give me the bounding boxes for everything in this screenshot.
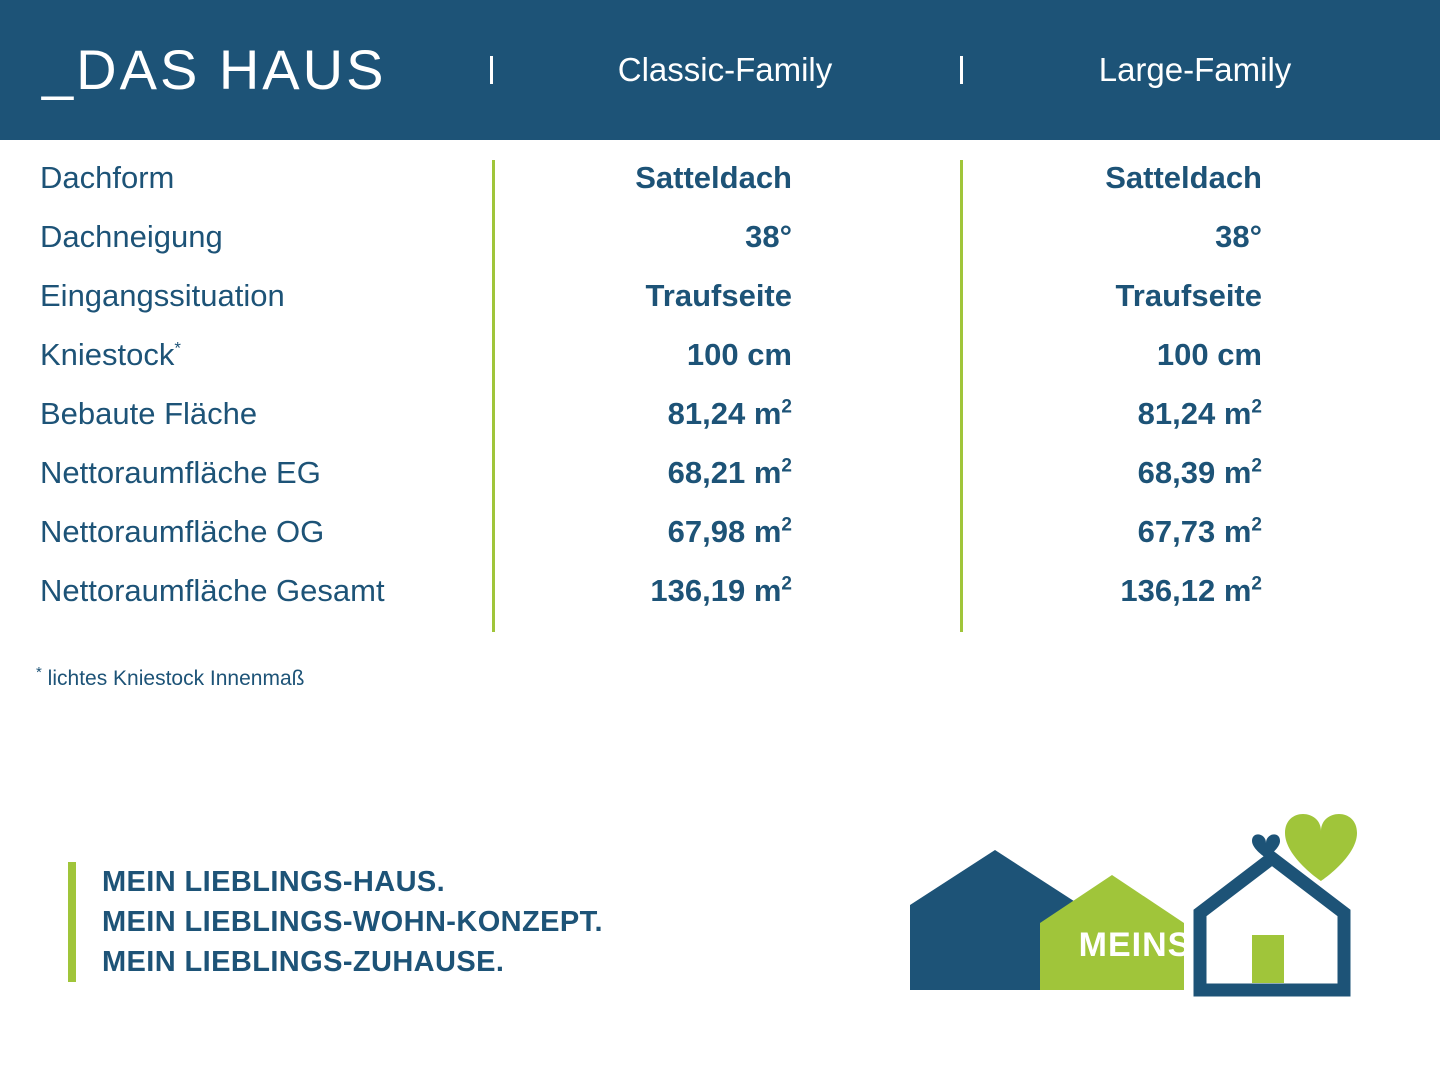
row-value-classic	[490, 219, 960, 255]
row-label	[0, 160, 490, 196]
table-row	[0, 573, 1440, 632]
row-label	[0, 278, 490, 314]
row-value-classic	[490, 337, 960, 373]
spec-table	[0, 160, 1440, 632]
row-value-classic	[490, 455, 960, 491]
table-row	[0, 219, 1440, 278]
row-label-text: Kniestock	[40, 337, 175, 372]
row-value-large	[960, 160, 1430, 196]
row-value-classic-sup: 2	[781, 455, 792, 477]
row-value-classic-text: 136,19 m	[650, 573, 782, 608]
column-header-large-family: Large-Family	[960, 51, 1430, 89]
row-label-text: Nettoraumfläche Gesamt	[40, 573, 385, 608]
table-row	[0, 396, 1440, 455]
slogan-line-1: MEIN LIEBLINGS-HAUS.	[102, 866, 446, 898]
row-value-large	[960, 573, 1430, 609]
slogan-line-3: MEIN LIEBLINGS-ZUHAUSE.	[102, 946, 505, 979]
header-band	[0, 0, 1440, 140]
row-label-text: Eingangssituation	[40, 278, 285, 313]
row-label	[0, 219, 490, 255]
row-value-classic-text: 81,24 m	[667, 396, 782, 431]
row-value-classic-text: 38°	[745, 219, 792, 254]
footnote-marker: *	[36, 664, 42, 681]
row-value-large	[960, 278, 1430, 314]
row-value-large	[960, 396, 1430, 432]
row-label	[0, 455, 490, 491]
row-value-large-sup: 2	[1251, 573, 1262, 595]
row-value-large-text: 68,39 m	[1137, 455, 1252, 490]
row-label	[0, 337, 490, 373]
row-value-large-sup: 2	[1251, 455, 1262, 477]
table-row	[0, 337, 1440, 396]
row-label	[0, 514, 490, 550]
row-value-large	[960, 337, 1430, 373]
window-shape	[1252, 935, 1284, 983]
row-value-classic-sup: 2	[781, 573, 792, 595]
row-value-large-text: 100 cm	[1156, 337, 1262, 372]
page-title: _DAS HAUS	[42, 38, 387, 101]
row-label-text: Nettoraumfläche OG	[40, 514, 325, 549]
footnote-text: lichtes Kniestock Innenmaß	[41, 667, 305, 690]
row-value-classic-text: 68,21 m	[667, 455, 782, 490]
row-value-large-text: 136,12 m	[1120, 573, 1252, 608]
row-value-large	[960, 514, 1430, 550]
row-label-sup: *	[174, 338, 182, 358]
row-value-classic	[490, 278, 960, 314]
row-value-large-text: Traufseite	[1115, 278, 1262, 313]
row-value-large-text: 81,24 m	[1137, 396, 1252, 431]
column-header-classic-family: Classic-Family	[490, 51, 960, 89]
row-value-classic	[490, 573, 960, 609]
row-value-classic-text: Traufseite	[645, 278, 792, 313]
slogan-line-2: MEIN LIEBLINGS-WOHN-KONZEPT.	[102, 906, 603, 939]
row-value-classic-text: 67,98 m	[667, 514, 782, 549]
row-value-classic	[490, 514, 960, 550]
slogan-block	[68, 862, 603, 982]
row-value-large-sup: 2	[1251, 396, 1262, 418]
table-row	[0, 514, 1440, 573]
row-value-large	[960, 219, 1430, 255]
row-label-text: Nettoraumfläche EG	[40, 455, 321, 490]
table-row	[0, 455, 1440, 514]
row-label-text: Dachneigung	[40, 219, 223, 254]
row-value-classic-sup: 2	[781, 396, 792, 418]
row-value-classic-text: Satteldach	[635, 160, 792, 195]
row-value-classic-sup: 2	[781, 514, 792, 536]
row-value-classic	[490, 160, 960, 196]
row-value-classic	[490, 396, 960, 432]
row-value-classic-text: 100 cm	[686, 337, 792, 372]
row-label-text: Bebaute Fläche	[40, 396, 258, 431]
row-value-large-text: 67,73 m	[1137, 514, 1252, 549]
row-label	[0, 396, 490, 432]
table-row	[0, 160, 1440, 219]
row-value-large-text: Satteldach	[1105, 160, 1262, 195]
brand-logo	[900, 795, 1380, 1010]
table-row	[0, 278, 1440, 337]
row-value-large	[960, 455, 1430, 491]
logo-graphic	[900, 795, 1380, 1010]
row-value-large-text: 38°	[1215, 219, 1262, 254]
row-label	[0, 573, 490, 609]
row-value-large-sup: 2	[1251, 514, 1262, 536]
row-label-text: Dachform	[40, 160, 175, 195]
footnote	[36, 664, 304, 691]
logo-wordmark: MEINS	[1078, 926, 1192, 964]
